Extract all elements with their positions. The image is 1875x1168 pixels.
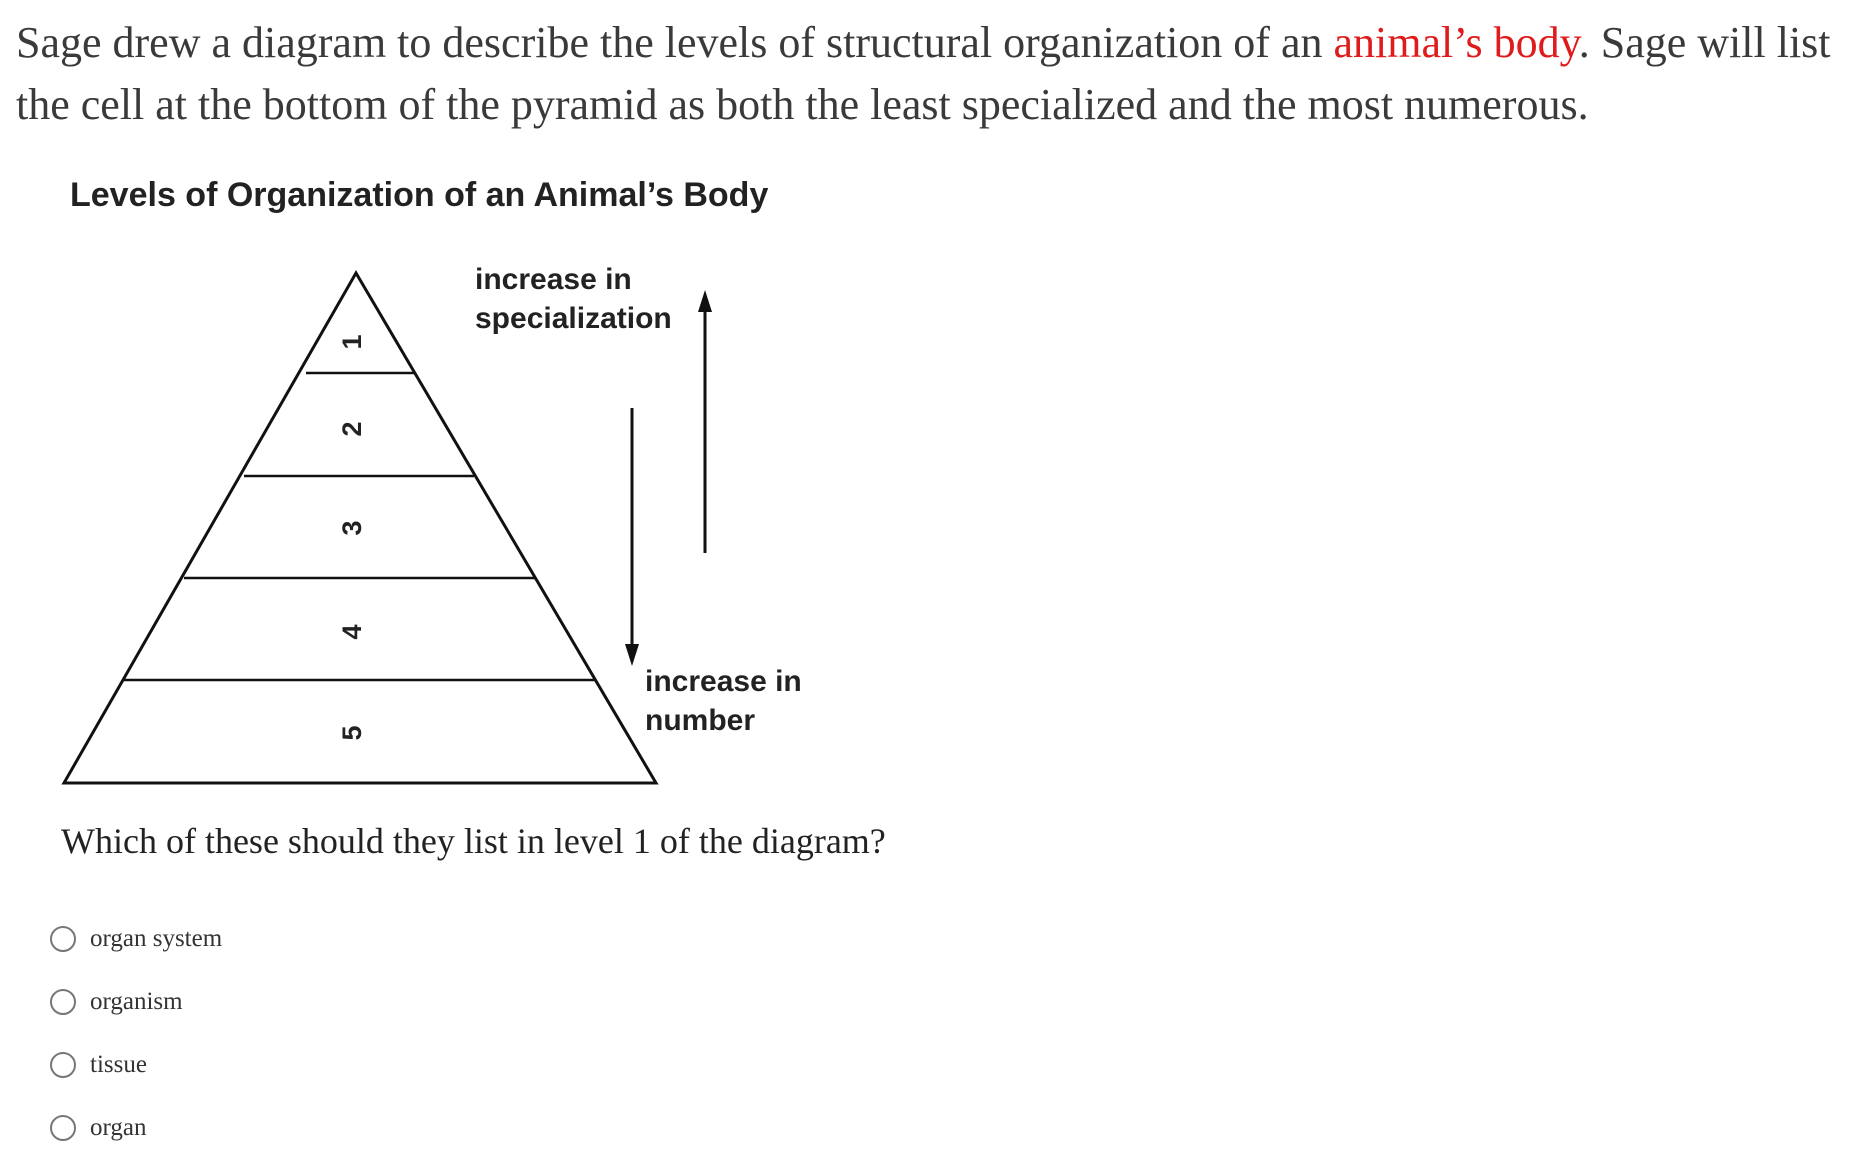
choice-label[interactable]: organ bbox=[90, 1114, 147, 1141]
question-text: Which of these should they list in level 1 of the diagram? bbox=[61, 821, 886, 861]
up-arrow-label-line1: increase in bbox=[475, 263, 632, 296]
radio-button[interactable] bbox=[50, 926, 76, 952]
down-arrow-label-line2: number bbox=[645, 704, 756, 737]
down-arrow-head bbox=[625, 644, 639, 666]
level-2-label: 2 bbox=[337, 421, 368, 437]
level-4-label: 4 bbox=[337, 624, 368, 640]
down-arrow-label-line1: increase in bbox=[645, 665, 802, 698]
choice-label[interactable]: organism bbox=[90, 988, 183, 1015]
level-5-label: 5 bbox=[337, 725, 368, 741]
choice-label[interactable]: tissue bbox=[90, 1051, 147, 1078]
radio-button[interactable] bbox=[50, 989, 76, 1015]
level-3-label: 3 bbox=[337, 520, 368, 536]
choice-organ-system[interactable] bbox=[50, 921, 222, 957]
prompt-highlight[interactable]: animal’s body bbox=[1333, 18, 1579, 67]
level-1-label: 1 bbox=[337, 334, 368, 350]
diagram-title: Levels of Organization of an Animal’s Body bbox=[70, 176, 769, 214]
prompt-text-start: Sage drew a diagram to describe the levels of structural organization of an bbox=[16, 18, 1334, 67]
choice-organ[interactable] bbox=[50, 1110, 146, 1146]
prompt-text-end: . Sage will list the cell at the bottom of the pyramid as both the least specialized and the most numerous. bbox=[16, 18, 1831, 129]
choice-tissue[interactable] bbox=[50, 1047, 147, 1083]
radio-button[interactable] bbox=[50, 1052, 76, 1078]
radio-button[interactable] bbox=[50, 1115, 76, 1141]
choice-label[interactable]: organ system bbox=[90, 925, 223, 952]
choice-organism[interactable] bbox=[50, 984, 183, 1020]
up-arrow-head bbox=[698, 290, 712, 312]
up-arrow-label-line2: specialization bbox=[475, 302, 672, 335]
